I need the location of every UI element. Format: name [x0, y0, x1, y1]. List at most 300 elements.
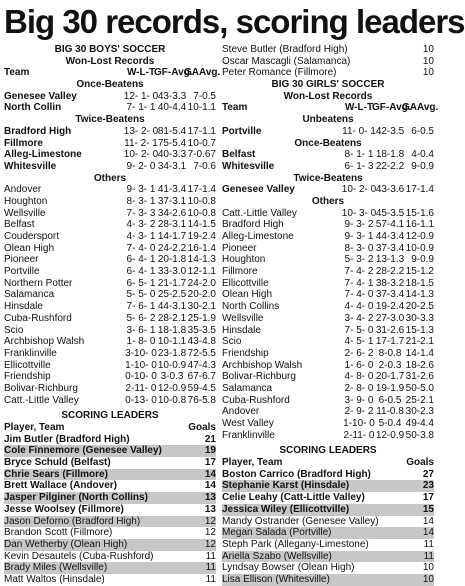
scorer-row [222, 504, 434, 516]
row-ga: 10-0.8 [187, 207, 216, 219]
row-team: Houghton [4, 195, 48, 207]
scorer-name: Jim Butler (Bradford High) [4, 433, 130, 445]
scorer-name: Jason Deforno (Bradford High) [4, 515, 141, 527]
row-gf: 43-3.3 [157, 90, 187, 102]
table-row [222, 161, 434, 173]
row-gf: 19-1.9 [375, 382, 405, 394]
row-team: Andover [222, 406, 260, 418]
row-wlt: 1- 8- 0 [126, 336, 156, 348]
table-row [4, 208, 216, 220]
row-team: Salamanca [4, 289, 55, 301]
row-gf: 5-0.4 [378, 418, 402, 429]
header-ga: GAAvg. [402, 102, 439, 114]
row-gf: 6-0.5 [378, 394, 402, 406]
row-ga: 25-2.1 [405, 394, 434, 406]
scorer-goals: 12 [204, 515, 216, 527]
row-team: Pioneer [4, 254, 39, 266]
scorer-name: Steph Park (Allegany-Limestone) [222, 538, 369, 550]
row-wlt: 9- 3- 2 [344, 219, 374, 231]
header-wlt: W-L-T [344, 102, 374, 114]
row-team: Northern Potter [4, 277, 73, 289]
row-wlt: 6- 1- 3 [344, 160, 374, 172]
row-ga: 9-0.9 [411, 160, 434, 172]
header-team: Team [4, 67, 30, 79]
row-ga: 20-2.0 [187, 289, 216, 301]
header-team: Team [222, 102, 248, 114]
table-row [222, 149, 434, 161]
row-ga: 9-0.9 [411, 254, 434, 266]
row-wlt: 5- 3- 2 [344, 254, 374, 266]
table-row [222, 406, 434, 418]
row-ga: 4-0.4 [411, 149, 434, 161]
row-ga: 47-4.3 [187, 359, 216, 371]
scoring-title-text: SCORING LEADERS [279, 445, 377, 457]
row-ga: 31-2.6 [405, 371, 434, 383]
row-gf: 27-3.0 [375, 312, 405, 324]
row-gf: 57-4.1 [375, 219, 405, 231]
row-ga: 30-2.3 [405, 406, 434, 418]
row-ga: 14-1.5 [187, 219, 216, 231]
group-heading [222, 173, 434, 185]
table-row [4, 289, 216, 301]
row-team: Coudersport [4, 231, 60, 242]
scorer-name: Dan Wetherby (Olean High) [4, 538, 128, 550]
row-gf: 18-1.8 [157, 324, 187, 336]
row-gf: 34-2.6 [157, 207, 187, 219]
scorer-name: Cole Finnemore (Genesee Valley) [4, 445, 162, 457]
scoring-header-player: Player, Team [222, 457, 283, 469]
row-ga: 72-5.5 [187, 347, 216, 359]
row-team: Wellsville [222, 312, 264, 324]
row-ga: 10-0.9 [405, 242, 434, 254]
scorer-goals: 14 [204, 480, 216, 492]
row-team: Olean High [222, 289, 273, 301]
table-row [4, 336, 216, 348]
row-gf: 22-2.2 [375, 160, 405, 172]
table-row [222, 278, 434, 290]
header-gf: GF-Avg. [154, 67, 193, 79]
table-row [222, 395, 434, 407]
table-row [4, 278, 216, 290]
row-wlt: 12- 1- 0 [123, 90, 159, 102]
table-row [222, 254, 434, 266]
row-wlt: 7- 6- 1 [126, 301, 156, 313]
section-subtitle-text: Won-Lost Records [283, 90, 373, 102]
row-gf: 20-1.8 [157, 254, 187, 266]
row-team: Pioneer [222, 242, 257, 254]
table-row [4, 395, 216, 407]
row-gf: 12-0.9 [375, 429, 405, 441]
row-gf: 38-3.2 [375, 277, 405, 289]
scorer-goals: 10 [422, 67, 434, 79]
section-subtitle [222, 91, 434, 103]
row-team: Catt.-Little Valley [222, 207, 297, 219]
scoring-title [222, 445, 434, 457]
row-gf: 12-0.9 [157, 382, 187, 394]
group-heading-text: Twice-Beatens [293, 172, 363, 184]
row-wlt: 4- 5- 1 [344, 336, 374, 348]
scorer-row [4, 457, 216, 469]
scorer-goals: 11 [205, 562, 216, 574]
row-team: Portville [4, 266, 40, 278]
scorer-goals: 21 [204, 433, 216, 445]
table-row [4, 91, 216, 103]
scorer-goals: 10 [422, 562, 434, 574]
row-gf: 19-2.4 [375, 301, 405, 313]
scorer-goals: 11 [423, 550, 434, 562]
table-row [4, 243, 216, 255]
group-heading [222, 114, 434, 126]
row-team: Alleg-Limestone [222, 231, 294, 242]
group-heading [4, 79, 216, 91]
row-wlt: 2-11- 0 [343, 429, 375, 441]
table-row [222, 325, 434, 337]
table-row [4, 184, 216, 196]
row-ga: 14-1.3 [187, 254, 216, 266]
scoring-title-text: SCORING LEADERS [61, 410, 159, 422]
scorer-row [4, 551, 216, 563]
page-headline: Big 30 records, scoring leaders [4, 3, 465, 40]
row-team: Hinsdale [4, 301, 43, 313]
table-row [222, 208, 434, 220]
row-wlt: 7- 4- 0 [344, 289, 374, 301]
row-gf: 3-0.3 [160, 371, 184, 383]
row-ga: 15-1.3 [405, 324, 434, 336]
scorer-name: Ariella Szabo (Wellsville) [222, 550, 332, 562]
scorer-goals: 17 [204, 457, 216, 469]
row-ga: 67-6.7 [187, 371, 216, 383]
row-gf: 37-3.1 [157, 195, 187, 207]
row-ga: 21-2.1 [405, 336, 434, 348]
row-gf: 41-3.4 [157, 184, 187, 196]
table-row [4, 371, 216, 383]
row-team: Andover [4, 184, 42, 196]
header-gf: GF-Avg. [372, 102, 411, 114]
row-team: Catt.-Little Valley [4, 394, 79, 406]
row-ga: 6-0.5 [411, 125, 434, 137]
table-row [4, 196, 216, 208]
row-ga: 50-5.0 [405, 382, 434, 394]
row-team: Franklinville [222, 429, 275, 441]
row-team: North Collin [4, 102, 62, 114]
scorer-name: Matt Waltos (Hinsdale) [4, 573, 105, 585]
scorer-name: Jasper Pilginer (North Collins) [4, 492, 148, 504]
header-wlt: W-L-T [126, 67, 156, 79]
scorer-name: Chrie Sears (Fillmore) [4, 468, 108, 480]
row-gf: 28-2.1 [157, 312, 187, 324]
table-row [4, 266, 216, 278]
row-team: Bolivar-Richburg [222, 371, 296, 383]
scorer-name: Stephanie Karst (Hinsdale) [222, 480, 350, 492]
scorer-name: Megan Salada (Portville) [222, 527, 332, 539]
scorer-name: Mandy Ostrander (Genesee Valley) [222, 515, 379, 527]
row-gf: 34-3.1 [157, 160, 187, 172]
row-team: Cuba-Rushford [4, 312, 72, 324]
group-heading-text: Unbeatens [302, 114, 354, 126]
row-gf: 8-0.8 [378, 347, 402, 359]
row-ga: 76-5.8 [187, 394, 216, 406]
row-team: Genesee Valley [222, 184, 295, 196]
row-team: Ellicottville [4, 359, 51, 371]
scorer-goals: 23 [422, 480, 434, 492]
row-wlt: 4- 3- 2 [126, 219, 156, 231]
table-row [222, 126, 434, 138]
row-gf: 21-1.7 [157, 277, 187, 289]
row-wlt: 2-11- 0 [125, 382, 157, 394]
row-team: Belfast [222, 149, 256, 161]
row-team: Ellicottville [222, 277, 269, 289]
scorer-goals: 14 [422, 515, 434, 527]
scorer-goals: 13 [204, 503, 216, 515]
row-gf: 33-3.0 [157, 266, 187, 278]
row-wlt: 6- 4- 1 [126, 266, 156, 278]
row-team: Genesee Valley [4, 90, 77, 102]
row-wlt: 0-13- 0 [125, 394, 157, 406]
table-row [4, 138, 216, 150]
row-gf: 44-3.4 [375, 231, 405, 242]
scorer-name: Brett Wallace (Andover) [4, 480, 117, 492]
row-gf: 2-0.3 [378, 359, 402, 371]
row-wlt: 10- 2- 0 [341, 184, 377, 196]
row-gf: 45-3.5 [375, 207, 405, 219]
header-ga: GAAvg. [184, 67, 221, 79]
row-team: Cuba-Rushford [222, 394, 290, 406]
table-row [4, 161, 216, 173]
row-ga: 17-1.1 [187, 125, 216, 137]
row-ga: 15-1.2 [405, 266, 434, 278]
row-ga: 16-1.1 [405, 219, 434, 231]
row-team: Hinsdale [222, 324, 261, 336]
table-row [222, 289, 434, 301]
row-wlt: 3- 6- 1 [126, 324, 156, 336]
scorer-goals: 11 [423, 538, 434, 550]
row-ga: 25-1.9 [187, 312, 216, 324]
table-row [4, 383, 216, 395]
scorer-row [4, 562, 216, 574]
scorer-row [4, 492, 216, 504]
row-gf: 40-4.4 [157, 102, 187, 114]
scorer-goals: 11 [205, 550, 216, 562]
row-team: Belfast [4, 219, 35, 231]
row-gf: 28-3.1 [157, 219, 187, 231]
row-ga: 10-0.8 [187, 195, 216, 207]
row-ga: 7-0.67 [187, 149, 216, 161]
row-wlt: 4- 8- 0 [344, 371, 374, 383]
table-row [4, 348, 216, 360]
table-row [222, 336, 434, 348]
row-team: Fillmore [222, 266, 258, 278]
table-row [222, 219, 434, 231]
scorer-goals: 12 [204, 527, 216, 539]
group-heading [222, 196, 434, 208]
row-wlt: 7- 5- 0 [344, 324, 374, 336]
row-ga: 35-3.5 [187, 324, 216, 336]
row-wlt: 9- 2- 0 [126, 160, 156, 172]
row-gf: 17-1.7 [375, 336, 405, 348]
row-wlt: 1- 6- 0 [344, 359, 374, 371]
row-gf: 81-5.4 [157, 125, 187, 137]
row-gf: 11-0.8 [376, 406, 404, 418]
row-wlt: 0-10- 0 [125, 371, 157, 383]
row-wlt: 4- 3- 1 [126, 231, 156, 242]
row-wlt: 5- 6- 2 [126, 312, 156, 324]
row-ga: 7-0.6 [193, 160, 216, 172]
scorer-name: Jessica Wiley (Ellicottville) [222, 503, 350, 515]
row-ga: 18-2.6 [405, 359, 434, 371]
scorer-name: Lyndsay Bowser (Olean High) [222, 562, 355, 574]
left-column [4, 44, 221, 586]
row-wlt: 1-10- 0 [343, 418, 375, 429]
scorer-row [4, 527, 216, 539]
row-ga: 15-1.6 [405, 207, 434, 219]
scorer-goals: 10 [422, 55, 434, 67]
scorer-name: Jesse Woolsey (Fillmore) [4, 503, 124, 515]
scorer-row [4, 445, 216, 457]
scorer-name: Lisa Ellison (Whitesville) [222, 573, 330, 585]
scorer-row-cont [222, 44, 434, 56]
table-row [4, 325, 216, 337]
table-row [222, 371, 434, 383]
row-ga: 30-3.3 [405, 312, 434, 324]
columns [0, 44, 439, 585]
scorer-goals: 19 [204, 445, 216, 457]
scorer-row [222, 562, 434, 574]
row-gf: 10-1.1 [157, 336, 187, 348]
section-subtitle-text: Won-Lost Records [65, 55, 155, 67]
scorer-name: Brady Miles (Wellsville) [4, 562, 108, 574]
section-title-text: BIG 30 GIRLS' SOCCER [271, 79, 385, 91]
scorer-name: Bryce Schuld (Belfast) [4, 457, 111, 469]
scorer-goals: 17 [422, 492, 434, 504]
row-wlt: 8- 3- 1 [126, 195, 156, 207]
table-row [4, 231, 216, 243]
table-row [222, 231, 434, 243]
row-ga: 19-2.4 [187, 231, 216, 242]
row-gf: 23-1.8 [157, 347, 187, 359]
scorer-goals: 12 [204, 538, 216, 550]
scorer-row [4, 516, 216, 528]
row-wlt: 1-10- 0 [125, 359, 157, 371]
group-heading-text: Others [311, 195, 345, 207]
scorer-goals: 15 [422, 503, 434, 515]
row-gf: 37-3.4 [375, 242, 405, 254]
row-team: Fillmore [4, 137, 43, 149]
scorer-goals: 10 [422, 44, 434, 55]
scorer-row [4, 539, 216, 551]
scorer-goals: 11 [205, 573, 216, 585]
row-gf: 24-2.2 [157, 242, 187, 254]
group-heading [4, 173, 216, 185]
scorer-row [4, 434, 216, 446]
row-gf: 13-1.3 [375, 254, 405, 266]
row-ga: 50-3.8 [405, 429, 434, 441]
scorer-row [4, 574, 216, 586]
row-team: Archbishop Walsh [222, 359, 303, 371]
row-ga: 14-1.4 [405, 347, 434, 359]
table-row [4, 301, 216, 313]
row-team: Bradford High [4, 125, 72, 137]
row-team: Houghton [222, 254, 266, 266]
row-wlt: 2- 9- 2 [344, 406, 374, 418]
row-team: Portville [222, 125, 262, 137]
scorer-name: Peter Romance (Fillmore) [222, 67, 337, 79]
scorer-row-cont [222, 56, 434, 68]
row-wlt: 7- 4- 1 [344, 277, 374, 289]
row-ga: 10-0.7 [187, 137, 216, 149]
table-row [4, 219, 216, 231]
table-row [4, 149, 216, 161]
table-row [222, 184, 434, 196]
table-row [222, 243, 434, 255]
row-ga: 17-1.4 [187, 184, 216, 196]
table-row [4, 102, 216, 114]
row-wlt: 9- 3- 1 [344, 231, 374, 242]
row-ga: 16-1.4 [187, 242, 216, 254]
row-wlt: 2- 8- 0 [344, 382, 374, 394]
row-wlt: 13- 2- 0 [123, 125, 159, 137]
row-gf: 43-3.6 [375, 184, 405, 196]
table-row [222, 418, 434, 430]
scorer-goals: 10 [422, 573, 434, 585]
row-gf: 42-3.5 [375, 125, 405, 137]
row-team: Bradford High [222, 219, 284, 231]
table-row [222, 430, 434, 442]
scorer-goals: 13 [204, 492, 216, 504]
row-wlt: 5- 5- 0 [126, 289, 156, 301]
scorer-goals: 14 [422, 527, 434, 539]
row-team: Whitesville [4, 160, 57, 172]
row-team: Scio [222, 336, 242, 348]
row-team: Olean High [4, 242, 55, 254]
row-wlt: 6- 5- 1 [126, 277, 156, 289]
row-team: Archbishop Walsh [4, 336, 85, 348]
scorer-row [222, 539, 434, 551]
table-row [222, 301, 434, 313]
row-ga: 12-1.1 [187, 266, 216, 278]
row-gf: 40-3.3 [157, 149, 187, 161]
row-team: Friendship [4, 371, 51, 383]
group-heading-text: Twice-Beatens [75, 114, 145, 126]
scorer-name: Brandon Scott (Fillmore) [4, 527, 113, 539]
row-wlt: 7- 1- 1 [126, 102, 156, 114]
row-wlt: 8- 1- 1 [344, 149, 374, 161]
row-wlt: 10- 3- 0 [341, 207, 377, 219]
row-wlt: 7- 3- 3 [126, 207, 156, 219]
row-team: Whitesville [222, 160, 275, 172]
row-ga: 12-0.9 [405, 231, 434, 242]
row-ga: 24-2.0 [187, 277, 216, 289]
table-row [4, 254, 216, 266]
row-team: Scio [4, 324, 24, 336]
table-row [222, 313, 434, 325]
row-wlt: 7- 4- 0 [126, 242, 156, 254]
group-heading [4, 114, 216, 126]
row-gf: 28-2.2 [375, 266, 405, 278]
row-team: Friendship [222, 347, 269, 359]
section-title [222, 79, 434, 91]
table-row [4, 126, 216, 138]
row-gf: 10-0.9 [157, 359, 187, 371]
row-gf: 10-0.8 [157, 394, 187, 406]
table-header [4, 67, 221, 79]
row-wlt: 10- 2- 0 [123, 149, 159, 161]
group-heading-text: Once-Beatens [76, 79, 144, 91]
row-ga: 17-1.4 [405, 184, 434, 196]
scorer-row-cont [222, 67, 434, 79]
scorer-row [222, 469, 434, 481]
scoring-header-goals: Goals [188, 422, 216, 433]
right-column [222, 44, 439, 586]
